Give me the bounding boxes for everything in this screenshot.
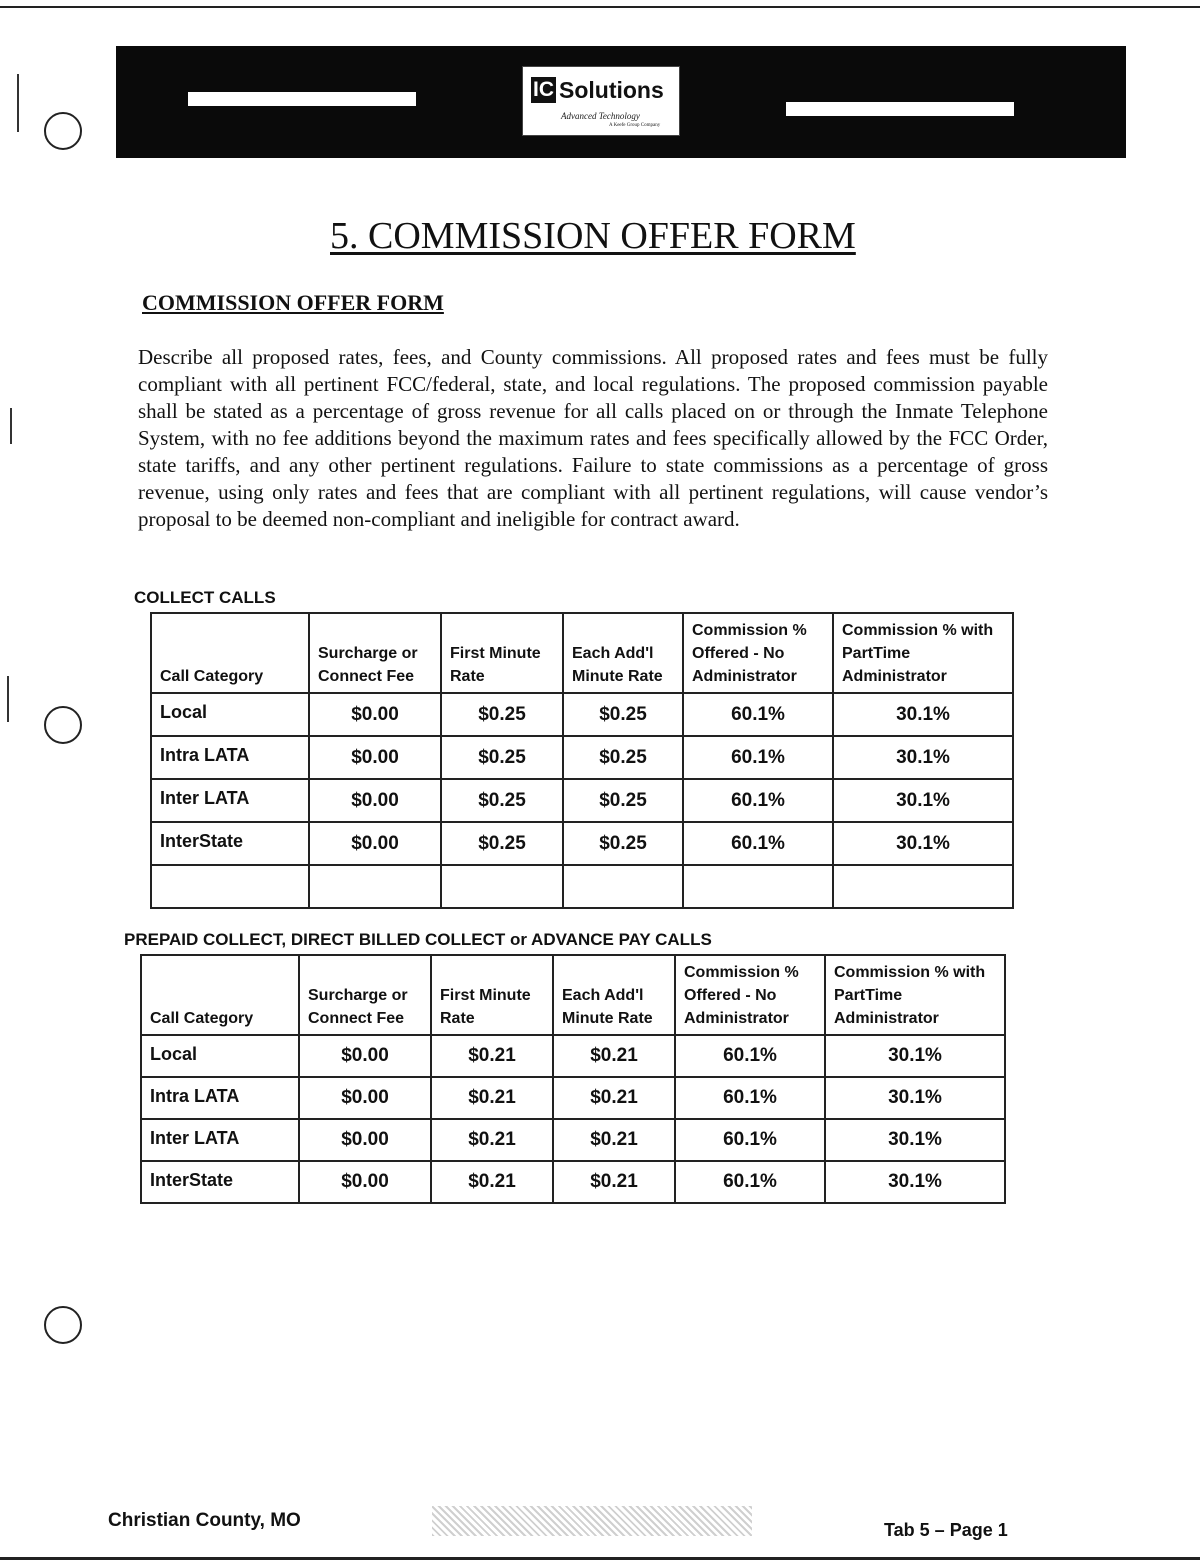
rate-cell: 30.1% xyxy=(825,1119,1005,1161)
rate-cell: $0.00 xyxy=(299,1035,431,1077)
table-row xyxy=(141,1077,1005,1119)
rate-cell: $0.00 xyxy=(309,779,441,822)
column-header: Commission % with PartTime Administrator xyxy=(833,613,1013,693)
rate-cell: $0.21 xyxy=(553,1035,675,1077)
rate-cell: $0.00 xyxy=(309,693,441,736)
table-row xyxy=(151,822,1013,865)
rate-cell: $0.25 xyxy=(563,822,683,865)
column-header: Commission % Offered - No Administrator xyxy=(675,955,825,1035)
table-row xyxy=(141,1035,1005,1077)
description-paragraph: Describe all proposed rates, fees, and County commissions. All proposed rates and fees must be fully compliant with all pertinent FCC/federal, state, and local regulations. The proposed commission payable shall be stated as a percentage of gross revenue for all calls placed on or through the Inmate Telephone System, with no fee additions beyond the maximum rates and fees specifically allowed by the FCC Order, state tariffs, and any other pertinent regulations. Failure to state commissions as a percentage of gross revenue, using only rates and fees that are compliant with all pertinent regulations, will cause vendor’s proposal to be deemed non-compliant and ineligible for contract award. xyxy=(138,345,1048,531)
prepaid-calls-table xyxy=(140,954,1006,1204)
rate-cell: 30.1% xyxy=(833,779,1013,822)
rate-cell: $0.25 xyxy=(441,693,563,736)
banner-stripe-left xyxy=(188,92,416,106)
column-header: Call Category xyxy=(151,613,309,693)
table-row xyxy=(151,779,1013,822)
margin-mark xyxy=(10,408,12,444)
call-category-cell: Intra LATA xyxy=(151,736,309,779)
rate-cell xyxy=(683,865,833,908)
call-category-cell: Local xyxy=(151,693,309,736)
table-header-row xyxy=(141,955,1005,1035)
rate-cell: $0.21 xyxy=(431,1119,553,1161)
collect-calls-label: COLLECT CALLS xyxy=(134,588,276,607)
letterhead-banner xyxy=(116,46,1126,158)
rate-cell: $0.25 xyxy=(563,693,683,736)
company-logo xyxy=(522,66,680,136)
column-header: Commission % with PartTime Administrator xyxy=(825,955,1005,1035)
call-category-cell: Inter LATA xyxy=(151,779,309,822)
banner-stripe-right xyxy=(786,102,1014,116)
rate-cell: 60.1% xyxy=(675,1119,825,1161)
column-header: Commission % Offered - No Administrator xyxy=(683,613,833,693)
rate-cell: 30.1% xyxy=(825,1077,1005,1119)
logo-ic-mark: IC xyxy=(533,78,554,101)
rate-cell: 30.1% xyxy=(833,736,1013,779)
logo-subline: A Keefe Group Company xyxy=(609,123,661,128)
column-header: Call Category xyxy=(141,955,299,1035)
call-category-cell: Intra LATA xyxy=(141,1077,299,1119)
column-header: Surcharge or Connect Fee xyxy=(299,955,431,1035)
rate-cell: $0.25 xyxy=(563,736,683,779)
rate-cell: $0.25 xyxy=(441,822,563,865)
rate-cell: $0.00 xyxy=(309,822,441,865)
logo-tagline: Advanced Technology xyxy=(561,111,640,121)
call-category-cell xyxy=(151,865,309,908)
rate-cell: $0.25 xyxy=(563,779,683,822)
table-row xyxy=(141,1161,1005,1203)
table-row xyxy=(141,1119,1005,1161)
rate-cell xyxy=(441,865,563,908)
rate-cell: 30.1% xyxy=(825,1035,1005,1077)
page-title: 5. COMMISSION OFFER FORM xyxy=(330,215,856,257)
call-category-cell: Local xyxy=(141,1035,299,1077)
table-row xyxy=(151,693,1013,736)
rate-cell xyxy=(309,865,441,908)
logo-wordmark: Solutions xyxy=(559,77,664,103)
bottom-border-line xyxy=(0,1557,1200,1560)
hole-punch-mark xyxy=(44,706,82,744)
column-header: Surcharge or Connect Fee xyxy=(309,613,441,693)
column-header: Each Add'l Minute Rate xyxy=(553,955,675,1035)
footer-page-number: Tab 5 – Page 1 xyxy=(884,1520,1008,1540)
rate-cell xyxy=(563,865,683,908)
call-category-cell: Inter LATA xyxy=(141,1119,299,1161)
hole-punch-mark xyxy=(44,112,82,150)
rate-cell: 60.1% xyxy=(675,1077,825,1119)
table-row xyxy=(151,736,1013,779)
table-header-row xyxy=(151,613,1013,693)
margin-mark xyxy=(7,676,9,722)
margin-mark xyxy=(17,74,19,132)
rate-cell: 60.1% xyxy=(675,1161,825,1203)
rate-cell: $0.00 xyxy=(299,1161,431,1203)
rate-cell: $0.25 xyxy=(441,779,563,822)
rate-cell: 60.1% xyxy=(675,1035,825,1077)
footer-county: Christian County, MO xyxy=(108,1510,301,1531)
collect-calls-table xyxy=(150,612,1014,909)
column-header: First Minute Rate xyxy=(431,955,553,1035)
rate-cell: 30.1% xyxy=(825,1161,1005,1203)
table-row xyxy=(151,865,1013,908)
rate-cell: $0.21 xyxy=(553,1077,675,1119)
hole-punch-mark xyxy=(44,1306,82,1344)
call-category-cell: InterState xyxy=(151,822,309,865)
rate-cell: 60.1% xyxy=(683,693,833,736)
rate-cell: $0.21 xyxy=(553,1161,675,1203)
rate-cell: $0.21 xyxy=(431,1161,553,1203)
rate-cell: $0.00 xyxy=(309,736,441,779)
rate-cell: $0.21 xyxy=(553,1119,675,1161)
rate-cell: 30.1% xyxy=(833,693,1013,736)
column-header: First Minute Rate xyxy=(441,613,563,693)
call-category-cell: InterState xyxy=(141,1161,299,1203)
prepaid-calls-label: PREPAID COLLECT, DIRECT BILLED COLLECT or ADVANCE PAY CALLS xyxy=(124,930,712,949)
top-border-line xyxy=(0,6,1200,8)
column-header: Each Add'l Minute Rate xyxy=(563,613,683,693)
rate-cell: 60.1% xyxy=(683,736,833,779)
rate-cell: $0.00 xyxy=(299,1077,431,1119)
rate-cell: 60.1% xyxy=(683,822,833,865)
rate-cell xyxy=(833,865,1013,908)
scan-artifact xyxy=(432,1506,752,1536)
section-title: COMMISSION OFFER FORM xyxy=(142,290,444,315)
rate-cell: $0.25 xyxy=(441,736,563,779)
rate-cell: 60.1% xyxy=(683,779,833,822)
rate-cell: 30.1% xyxy=(833,822,1013,865)
rate-cell: $0.00 xyxy=(299,1119,431,1161)
rate-cell: $0.21 xyxy=(431,1035,553,1077)
rate-cell: $0.21 xyxy=(431,1077,553,1119)
